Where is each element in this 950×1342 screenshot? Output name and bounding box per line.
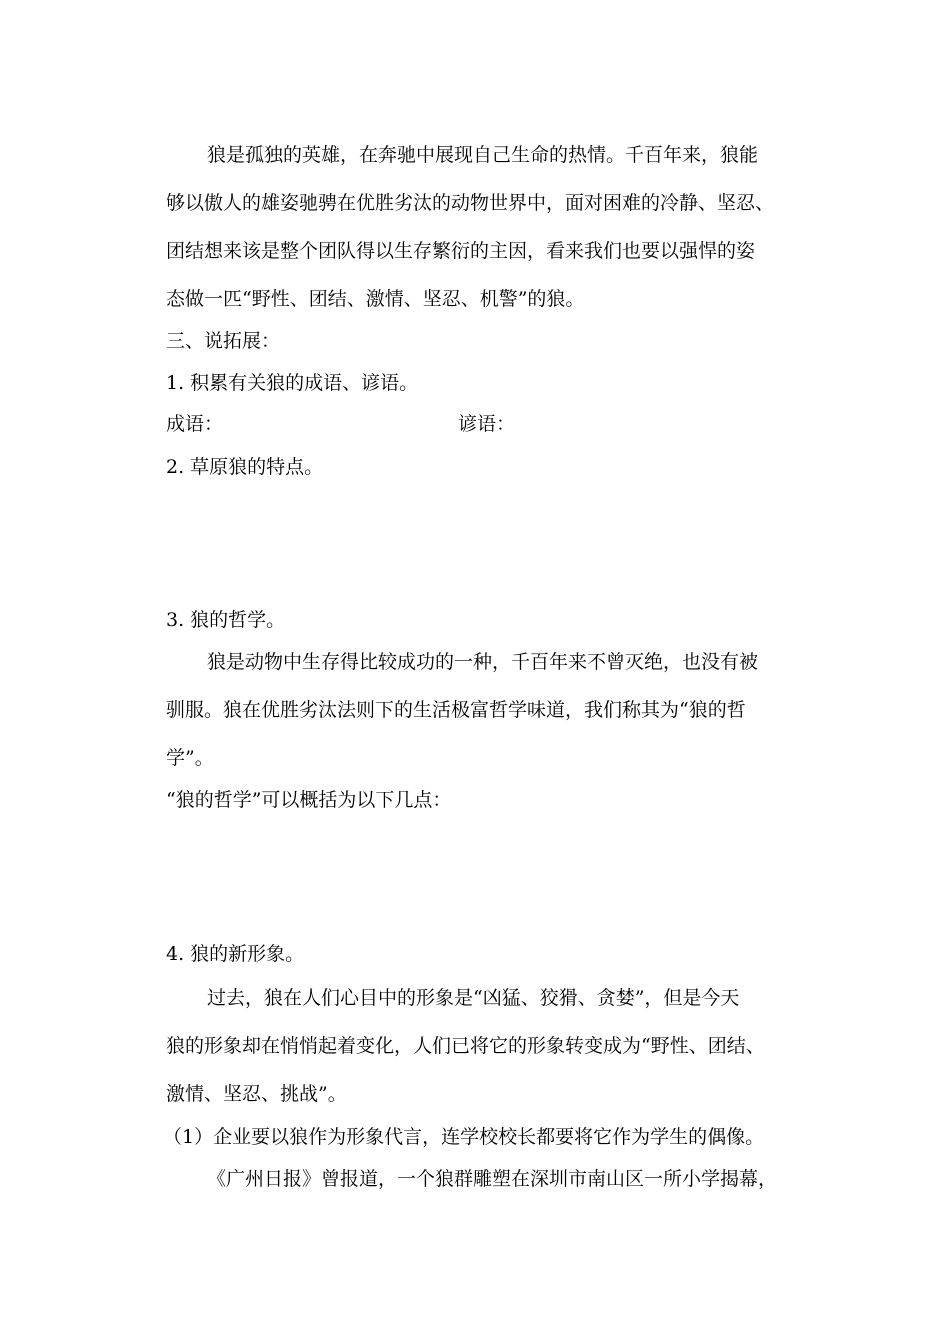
philosophy-line-1: 狼是动物中生存得比较成功的一种，千百年来不曾灭绝，也没有被 <box>207 651 759 673</box>
item-1: 1. 积累有关狼的成语、谚语。 <box>166 372 419 394</box>
idioms-label: 成语： <box>166 413 224 435</box>
item-3: 3. 狼的哲学。 <box>166 609 286 631</box>
item-2: 2. 草原狼的特点。 <box>166 456 324 478</box>
paragraph1-line-1: 狼是孤独的英雄，在奔驰中展现自己生命的热情。千百年来，狼能 <box>207 144 759 166</box>
philosophy-line-3: 学”。 <box>166 747 214 769</box>
subpoint-1: （1）企业要以狼作为形象代言，连学校校长都要将它作为学生的偶像。 <box>163 1126 765 1148</box>
image-line-1: 过去，狼在人们心目中的形象是“凶猛、狡猾、贪婪”，但是今天 <box>207 987 740 1009</box>
image-line-2: 狼的形象却在悄悄起着变化，人们已将它的形象转变成为“野性、团结、 <box>166 1035 765 1057</box>
paragraph1-line-4: 态做一匹“野性、团结、激情、坚忍、机警”的狼。 <box>166 288 585 310</box>
summary-prompt: “狼的哲学”可以概括为以下几点： <box>166 789 452 811</box>
proverbs-label: 谚语： <box>458 413 516 435</box>
paragraph1-line-3: 团结想来该是整个团队得以生存繁衍的主因，看来我们也要以强悍的姿 <box>166 240 756 262</box>
item-4: 4. 狼的新形象。 <box>166 943 305 965</box>
section-heading: 三、说拓展： <box>166 330 281 352</box>
paragraph1-line-2: 够以傲人的雄姿驰骋在优胜劣汰的动物世界中，面对困难的冷静、坚忍、 <box>166 192 775 214</box>
news-line: 《广州日报》曾报道，一个狼群雕塑在深圳市南山区一所小学揭幕， <box>207 1168 778 1190</box>
philosophy-line-2: 驯服。狼在优胜劣汰法则下的生活极富哲学味道，我们称其为“狼的哲 <box>166 699 746 721</box>
image-line-3: 激情、坚忍、挑战”。 <box>166 1083 347 1105</box>
